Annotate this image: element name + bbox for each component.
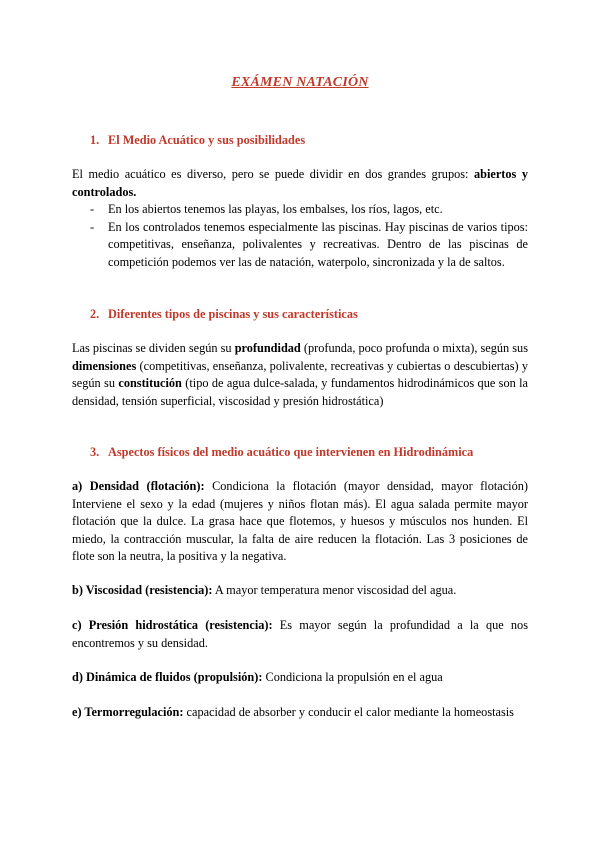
section-2-heading: [90, 306, 358, 324]
item-text: Condiciona la flotación (mayor densidad, mayor flotación) Interviene el sexo y la edad (mujeres y niños flotan más). El agua salada permite mayor flotación que la dulce. La grasa hace que flotemos, y huesos y músculos nos hunden. El miedo, la contracción muscular, la falta de aire reducen la flotación. Las 3 posiciones de flote son la neutra, la positiva y la negativa.: [72, 479, 528, 563]
item-text: Es mayor según la profundidad a la que nos encontremos y su densidad.: [72, 618, 528, 650]
list-item: - En los controlados tenemos especialmente las piscinas. Hay piscinas de varios tipos: competitivas, enseñanza, polivalentes y recreativas. Dentro de las piscinas de competición podemos ver las de natación, waterpolo, sincronizada y la de saltos.: [72, 219, 528, 272]
item-label: d) Dinámica de fluidos (propulsión):: [72, 670, 263, 684]
text-run: Las piscinas se dividen según su: [72, 341, 235, 355]
section-2-number: 2.: [90, 307, 100, 321]
item-text: capacidad de absorber y conducir el calor mediante la homeostasis: [183, 705, 514, 719]
section-3-number: 3.: [90, 445, 100, 459]
item-label: a) Densidad (flotación):: [72, 479, 205, 493]
bold-term: profundidad: [234, 341, 301, 355]
item-viscosidad: [72, 582, 528, 600]
section-3-heading: [90, 444, 473, 462]
item-text: Condiciona la propulsión en el agua: [262, 670, 443, 684]
list-item: - En los abiertos tenemos las playas, los embalses, los ríos, lagos, etc.: [72, 201, 528, 219]
text-run: (tipo de agua dulce-salada, y fundamentos hidrodinámicos que son la densidad, tensión superficial, viscosidad y presión hidrostática): [72, 376, 528, 408]
item-label: c) Presión hidrostática (resistencia):: [72, 618, 273, 632]
text-run: (competitivas, enseñanza, polivalente, recreativas y cubiertas o descubiertas) y según su: [72, 358, 528, 390]
page-title: EXÁMEN NATACIÓN: [231, 75, 369, 90]
section-1-heading: [90, 132, 305, 150]
section-1-intro-bold: abiertos y controlados.: [72, 167, 528, 199]
item-label: b) Viscosidad (resistencia):: [72, 583, 213, 597]
item-presion: [72, 617, 528, 652]
bold-term: constitución: [118, 376, 182, 390]
section-2-paragraph: [72, 340, 528, 410]
item-text: A mayor temperatura menor viscosidad del agua.: [212, 583, 457, 597]
section-1-number: 1.: [90, 133, 100, 147]
section-2-title: Diferentes tipos de piscinas y sus características: [108, 307, 358, 321]
section-1-intro: [72, 166, 528, 201]
section-1-list: [72, 201, 528, 271]
section-1-title: El Medio Acuático y sus posibilidades: [108, 133, 306, 147]
text-run: (profunda, poco profunda o mixta), según sus: [300, 341, 528, 355]
item-termorregulacion: [72, 704, 528, 722]
item-densidad: [72, 478, 528, 566]
bold-term: dimensiones: [72, 358, 137, 373]
section-1-intro-text: El medio acuático es diverso, pero se puede dividir en dos grandes grupos:: [72, 167, 474, 181]
item-dinamica: [72, 669, 528, 687]
section-3-title: Aspectos físicos del medio acuático que intervienen en Hidrodinámica: [108, 445, 474, 459]
item-label: e) Termorregulación:: [72, 705, 184, 719]
